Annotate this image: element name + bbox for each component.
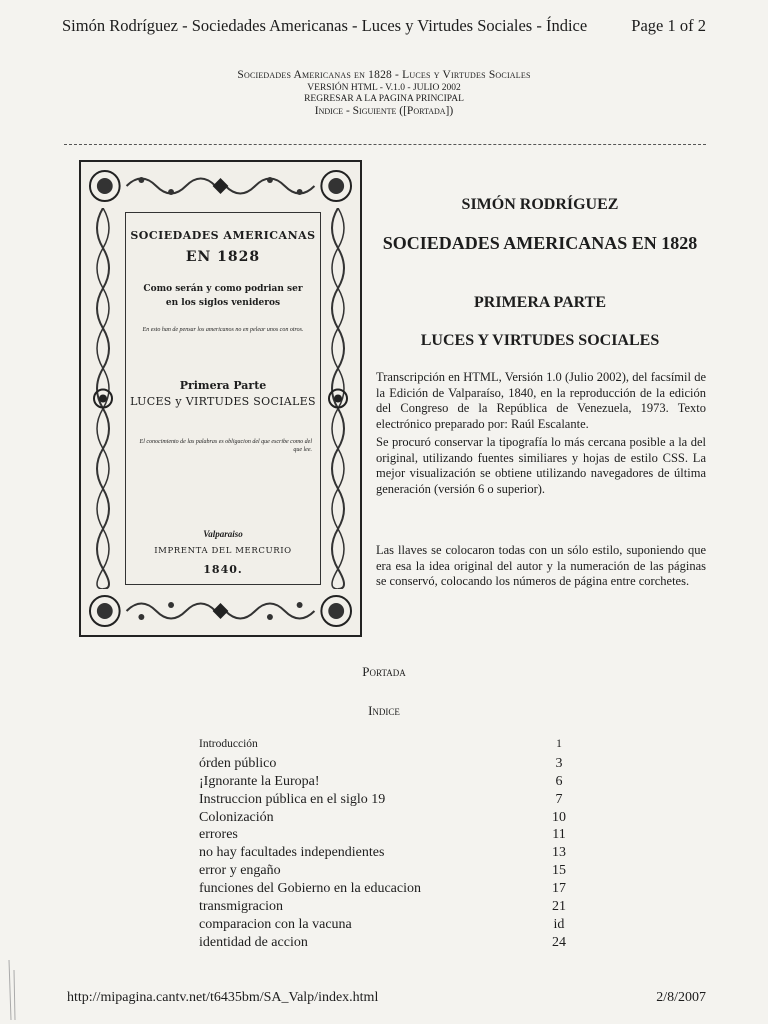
toc-entry-link[interactable]: ¡Ignorante la Europa!: [199, 773, 320, 789]
cover-part-title: LUCES y VIRTUDES SOCIALES: [130, 395, 316, 408]
toc-row: [199, 935, 579, 953]
site-title: Sociedades Americanas en 1828 - Luces y Virtudes Sociales: [237, 69, 531, 81]
cover-subtitle-line-1: Como serán y como podrian ser: [143, 284, 303, 294]
back-to-main-link[interactable]: [0, 95, 768, 105]
toc-page-number: 15: [552, 863, 566, 879]
toc-row: [199, 738, 579, 756]
footer-date: 2/8/2007: [656, 990, 706, 1005]
cover-epigraph-1: En esto han de pensar los americanos no en pelear unos con otros.: [142, 327, 304, 333]
nav-portada-link[interactable]: Portada: [406, 105, 446, 117]
toc-row: [199, 917, 579, 935]
toc-row: [199, 774, 579, 792]
toc-row: [199, 827, 579, 845]
print-header-title: Simón Rodríguez - Sociedades Americanas - Luces y Virtudes Sociales - Índice: [62, 16, 588, 35]
nav-separator: -: [343, 105, 353, 117]
cover-title-frame: [125, 212, 321, 585]
cover-facsimile-image: [79, 160, 362, 637]
cover-printer: IMPRENTA DEL MERCURIO: [154, 546, 292, 556]
print-page-number: Page 1 of 2: [631, 16, 706, 35]
index-heading: Indice: [368, 703, 400, 718]
footer-url: http://mipagina.cantv.net/t6435bm/SA_Valp/index.html: [67, 990, 379, 1005]
version-info: VERSIÓN HTML - V.1.0 - JULIO 2002: [307, 83, 461, 93]
toc-page-number: 6: [555, 773, 563, 789]
toc-page-number: 11: [552, 827, 566, 843]
cover-part: Primera Parte: [179, 379, 267, 392]
toc-page-number: id: [553, 916, 565, 932]
nav-bracket-close: ]): [445, 105, 454, 117]
ornament-top: [87, 166, 354, 206]
toc-entry-link[interactable]: transmigracion: [199, 899, 283, 915]
toc-entry-link[interactable]: comparacion con la vacuna: [199, 916, 352, 932]
cover-epigraph-2: El conocimiento de las palabras es obligacion del que escribe como del que lee.: [139, 439, 312, 453]
toc-row: [199, 863, 579, 881]
toc-entry-link[interactable]: identidad de accion: [199, 934, 308, 950]
toc-page-number: 17: [552, 881, 566, 897]
toc-row: [199, 792, 579, 810]
toc-entry-link[interactable]: error y engaño: [199, 863, 281, 879]
toc-page-number: 24: [552, 934, 566, 950]
back-link-text[interactable]: REGRESAR A LA PAGINA PRINCIPAL: [304, 94, 464, 104]
cover-title: SOCIEDADES AMERICANAS: [130, 229, 316, 242]
toc-page-number: 10: [552, 809, 566, 825]
nav-bracket-open: ([: [396, 105, 407, 117]
toc-page-number: 1: [556, 738, 562, 750]
transcription-note: Transcripción en HTML, Versión 1.0 (Julio 2002), del facsímil de la Edición de Valparaíso, 1840, en la reproducción de la edición del Congreso de la República de Venezuela, 1973. Texto electrónico preparado por: Raúl Escalante.: [376, 370, 706, 431]
ornament-left: [86, 208, 120, 589]
nav-indice-link[interactable]: Indice: [314, 105, 344, 117]
toc-entry-link[interactable]: no hay facultades independientes: [199, 845, 385, 861]
toc-row: [199, 881, 579, 899]
toc-page-number: 21: [552, 899, 566, 915]
toc-page-number: 7: [555, 791, 563, 807]
nav-siguiente-link[interactable]: Siguiente: [352, 105, 397, 117]
author-name: SIMÓN RODRÍGUEZ: [461, 196, 619, 213]
ornament-bottom: [87, 591, 354, 631]
toc-row: [199, 845, 579, 863]
cover-year-line: EN 1828: [185, 249, 261, 265]
toc-entry-link[interactable]: Introducción: [199, 738, 258, 750]
book-title: SOCIEDADES AMERICANAS EN 1828: [382, 233, 698, 253]
toc-entry-link[interactable]: Instruccion pública en el siglo 19: [199, 791, 386, 807]
subtitle-heading: LUCES Y VIRTUDES SOCIALES: [420, 332, 660, 349]
cover-subtitle-line-2: en los siglos venideros: [165, 297, 281, 308]
braces-note: Las llaves se colocaron todas con un sólo estilo, suponiendo que era esa la idea original del autor y la numeración de las páginas se conservó, colocando los números de página entre corchetes.: [376, 543, 706, 589]
toc-entry-link[interactable]: Colonización: [199, 809, 274, 825]
toc-row: [199, 810, 579, 828]
part-heading: PRIMERA PARTE: [473, 294, 607, 311]
cover-city: Valparaiso: [203, 529, 243, 539]
typography-note: Se procuró conservar la tipografía lo más cercana posible a la del original, utilizando fuentes similiares y hojas de estilo CSS. La mejor visualización se obtiene utilizando navegadores de última generación (versión 6 o superior).: [376, 435, 706, 496]
table-of-contents: [199, 738, 579, 953]
toc-page-number: 13: [552, 845, 566, 861]
toc-entry-link[interactable]: errores: [199, 827, 238, 843]
ornament-right: [321, 208, 355, 589]
cover-subtitle: [126, 283, 320, 310]
cover-year: 1840.: [203, 563, 243, 576]
toc-entry-link[interactable]: funciones del Gobierno en la educacion: [199, 881, 421, 897]
toc-row: [199, 899, 579, 917]
toc-row: [199, 756, 579, 774]
scan-edge-mark: [6, 960, 20, 1020]
portada-link[interactable]: Portada: [362, 664, 406, 679]
horizontal-rule: [64, 144, 706, 145]
site-nav: [0, 106, 768, 118]
toc-page-number: 3: [555, 755, 563, 771]
toc-entry-link[interactable]: órden público: [199, 755, 277, 771]
